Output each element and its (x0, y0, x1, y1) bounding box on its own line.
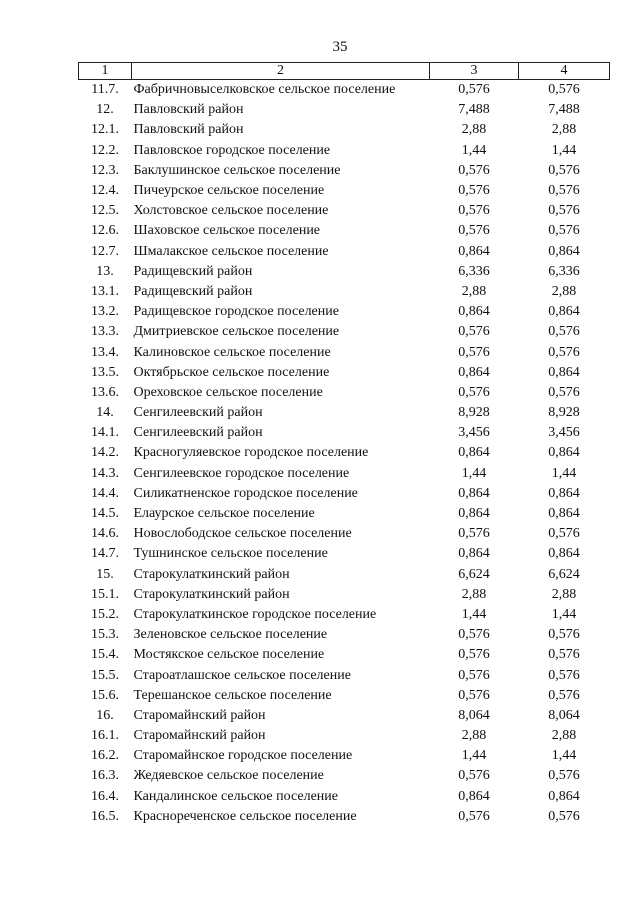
value-column-4-cell: 7,488 (548, 102, 580, 118)
value-column-3-cell: 1,44 (461, 465, 487, 481)
row-number-cell: 13. (96, 263, 114, 279)
value-column-3-cell: 0,864 (458, 364, 490, 380)
value-column-4-cell: 0,864 (548, 788, 580, 804)
municipality-name-cell: Фабричновыселковское сельское поселение (133, 82, 396, 98)
table-row (79, 242, 610, 262)
row-number-cell: 15.2. (91, 606, 119, 622)
column-header-3: 3 (430, 63, 519, 80)
row-number-cell: 12.6. (91, 223, 119, 239)
value-column-3-cell: 0,576 (458, 647, 490, 663)
table-row (79, 282, 610, 302)
row-number-cell: 11.7. (91, 82, 119, 98)
value-column-3-cell: 2,88 (461, 586, 487, 602)
value-column-3-cell: 0,864 (458, 546, 490, 562)
value-column-3-cell: 1,44 (461, 142, 487, 158)
value-column-3-cell: 7,488 (458, 102, 490, 118)
municipality-name-cell: Сенгилеевский район (133, 405, 263, 421)
municipality-name-cell: Пичеурское сельское поселение (133, 183, 325, 199)
value-column-4-cell: 1,44 (551, 748, 577, 764)
row-number-cell: 16.3. (91, 768, 119, 784)
municipality-name-cell: Холстовское сельское поселение (133, 203, 329, 219)
value-column-4-cell: 0,864 (548, 506, 580, 522)
table-row (79, 363, 610, 383)
table-row (79, 201, 610, 221)
value-column-3-cell: 2,88 (461, 283, 487, 299)
table-row (79, 605, 610, 625)
municipality-name-cell: Красногуляевское городское поселение (133, 445, 369, 461)
municipality-name-cell: Тушнинское сельское поселение (133, 546, 328, 562)
municipality-name-cell: Новослободское сельское поселение (133, 526, 352, 542)
value-column-4-cell: 8,928 (548, 405, 580, 421)
municipality-name-cell: Старокулаткинский район (133, 586, 290, 602)
value-column-3-cell: 0,576 (458, 223, 490, 239)
row-number-cell: 14.7. (91, 546, 119, 562)
municipality-name-cell: Краснореченское сельское поселение (133, 808, 357, 824)
row-number-cell: 14. (96, 405, 114, 421)
table-row (79, 141, 610, 161)
row-number-cell: 16.4. (91, 788, 119, 804)
value-column-4-cell: 0,864 (548, 485, 580, 501)
value-column-3-cell: 0,576 (458, 526, 490, 542)
row-number-cell: 15. (96, 566, 114, 582)
value-column-3-cell: 0,576 (458, 768, 490, 784)
table-row (79, 625, 610, 645)
value-column-3-cell: 0,864 (458, 445, 490, 461)
value-column-4-cell: 0,864 (548, 364, 580, 380)
value-column-3-cell: 8,928 (458, 405, 490, 421)
value-column-3-cell: 0,576 (458, 344, 490, 360)
row-number-cell: 15.6. (91, 687, 119, 703)
value-column-4-cell: 0,864 (548, 445, 580, 461)
table-row (79, 726, 610, 746)
value-column-4-cell: 0,576 (548, 183, 580, 199)
table-row (79, 766, 610, 786)
value-column-3-cell: 0,576 (458, 324, 490, 340)
row-number-cell: 14.6. (91, 526, 119, 542)
municipality-name-cell: Шаховское сельское поселение (133, 223, 321, 239)
row-number-cell: 12.1. (91, 122, 119, 138)
table-row (79, 544, 610, 564)
row-number-cell: 12.2. (91, 142, 119, 158)
table-row (79, 464, 610, 484)
value-column-3-cell: 0,864 (458, 485, 490, 501)
table-row (79, 221, 610, 241)
table-row (79, 181, 610, 201)
municipality-name-cell: Старомайнское городское поселение (133, 748, 353, 764)
value-column-3-cell: 2,88 (461, 728, 487, 744)
value-column-3-cell: 0,864 (458, 788, 490, 804)
municipality-name-cell: Октябрьское сельское поселение (133, 364, 330, 380)
table-row (79, 302, 610, 322)
row-number-cell: 16. (96, 707, 114, 723)
row-number-cell: 13.5. (91, 364, 119, 380)
value-column-4-cell: 0,576 (548, 324, 580, 340)
table-row (79, 322, 610, 342)
row-number-cell: 12.3. (91, 162, 119, 178)
value-column-3-cell: 0,864 (458, 506, 490, 522)
value-column-4-cell: 0,576 (548, 647, 580, 663)
value-column-3-cell: 6,624 (458, 566, 490, 582)
table-row (79, 504, 610, 524)
row-number-cell: 15.4. (91, 647, 119, 663)
table-row (79, 383, 610, 403)
allocation-table (78, 62, 610, 827)
value-column-3-cell: 0,576 (458, 203, 490, 219)
value-column-3-cell: 0,576 (458, 627, 490, 643)
row-number-cell: 15.1. (91, 586, 119, 602)
value-column-4-cell: 1,44 (551, 142, 577, 158)
value-column-4-cell: 0,576 (548, 768, 580, 784)
municipality-name-cell: Староатлашское сельское поселение (133, 667, 351, 683)
municipality-name-cell: Дмитриевское сельское поселение (133, 324, 340, 340)
row-number-cell: 14.4. (91, 485, 119, 501)
value-column-3-cell: 0,576 (458, 384, 490, 400)
municipality-name-cell: Павловский район (133, 102, 244, 118)
value-column-4-cell: 0,576 (548, 162, 580, 178)
table-row (79, 342, 610, 362)
table-row (79, 423, 610, 443)
table-row (79, 686, 610, 706)
municipality-name-cell: Елаурское сельское поселение (133, 506, 315, 522)
value-column-3-cell: 6,336 (458, 263, 490, 279)
column-header-2: 2 (132, 63, 430, 80)
value-column-3-cell: 0,576 (458, 82, 490, 98)
row-number-cell: 15.5. (91, 667, 119, 683)
row-number-cell: 12.5. (91, 203, 119, 219)
municipality-name-cell: Ореховское сельское поселение (133, 384, 323, 400)
row-number-cell: 13.4. (91, 344, 119, 360)
table-row (79, 443, 610, 463)
column-header-4: 4 (519, 63, 610, 80)
table-row (79, 484, 610, 504)
table-row (79, 524, 610, 544)
page-number: 35 (332, 39, 348, 55)
table-row (79, 100, 610, 120)
value-column-3-cell: 0,576 (458, 687, 490, 703)
row-number-cell: 13.3. (91, 324, 119, 340)
value-column-4-cell: 0,576 (548, 667, 580, 683)
municipality-name-cell: Павловское городское поселение (133, 142, 331, 158)
value-column-4-cell: 0,864 (548, 304, 580, 320)
municipality-name-cell: Жедяевское сельское поселение (133, 768, 324, 784)
municipality-name-cell: Павловский район (133, 122, 244, 138)
row-number-cell: 13.2. (91, 304, 119, 320)
value-column-3-cell: 8,064 (458, 707, 490, 723)
value-column-4-cell: 0,864 (548, 546, 580, 562)
municipality-name-cell: Сенгилеевское городское поселение (133, 465, 350, 481)
value-column-4-cell: 0,864 (548, 243, 580, 259)
value-column-3-cell: 1,44 (461, 748, 487, 764)
table-row (79, 120, 610, 140)
row-number-cell: 13.6. (91, 384, 119, 400)
value-column-4-cell: 0,576 (548, 223, 580, 239)
value-column-4-cell: 2,88 (551, 728, 577, 744)
table-row (79, 665, 610, 685)
value-column-4-cell: 0,576 (548, 526, 580, 542)
municipality-name-cell: Зеленовское сельское поселение (133, 627, 328, 643)
table-row (79, 80, 610, 101)
municipality-name-cell: Мостякское сельское поселение (133, 647, 325, 663)
municipality-name-cell: Шмалакское сельское поселение (133, 243, 329, 259)
value-column-4-cell: 2,88 (551, 586, 577, 602)
row-number-cell: 12. (96, 102, 114, 118)
table-row (79, 262, 610, 282)
value-column-4-cell: 1,44 (551, 606, 577, 622)
table-header-row (79, 63, 610, 80)
municipality-name-cell: Старомайнский район (133, 728, 266, 744)
row-number-cell: 13.1. (91, 283, 119, 299)
municipality-name-cell: Сенгилеевский район (133, 425, 263, 441)
value-column-4-cell: 2,88 (551, 283, 577, 299)
value-column-4-cell: 0,576 (548, 344, 580, 360)
value-column-4-cell: 3,456 (548, 425, 580, 441)
municipality-name-cell: Радищевский район (133, 283, 253, 299)
municipality-name-cell: Радищевский район (133, 263, 253, 279)
table-row (79, 746, 610, 766)
value-column-3-cell: 0,576 (458, 667, 490, 683)
value-column-3-cell: 0,576 (458, 183, 490, 199)
value-column-4-cell: 8,064 (548, 707, 580, 723)
row-number-cell: 14.1. (91, 425, 119, 441)
municipality-name-cell: Силикатненское городское поселение (133, 485, 358, 501)
municipality-name-cell: Терешанское сельское поселение (133, 687, 332, 703)
row-number-cell: 14.2. (91, 445, 119, 461)
table-row (79, 585, 610, 605)
value-column-4-cell: 0,576 (548, 384, 580, 400)
table-row (79, 645, 610, 665)
value-column-3-cell: 3,456 (458, 425, 490, 441)
row-number-cell: 12.4. (91, 183, 119, 199)
row-number-cell: 16.2. (91, 748, 119, 764)
municipality-name-cell: Баклушинское сельское поселение (133, 162, 341, 178)
table-row (79, 565, 610, 585)
municipality-name-cell: Кандалинское сельское поселение (133, 788, 338, 804)
value-column-4-cell: 0,576 (548, 82, 580, 98)
value-column-3-cell: 2,88 (461, 122, 487, 138)
value-column-3-cell: 1,44 (461, 606, 487, 622)
table-row (79, 161, 610, 181)
value-column-4-cell: 6,336 (548, 263, 580, 279)
municipality-name-cell: Радищевское городское поселение (133, 304, 339, 320)
municipality-name-cell: Калиновское сельское поселение (133, 344, 331, 360)
table-row (79, 403, 610, 423)
value-column-4-cell: 0,576 (548, 808, 580, 824)
table-header (79, 63, 610, 80)
row-number-cell: 14.3. (91, 465, 119, 481)
municipality-name-cell: Старомайнский район (133, 707, 266, 723)
row-number-cell: 16.1. (91, 728, 119, 744)
value-column-4-cell: 0,576 (548, 687, 580, 703)
value-column-3-cell: 0,864 (458, 304, 490, 320)
value-column-4-cell: 1,44 (551, 465, 577, 481)
municipality-name-cell: Старокулаткинское городское поселение (133, 606, 377, 622)
table-row (79, 807, 610, 827)
row-number-cell: 12.7. (91, 243, 119, 259)
row-number-cell: 15.3. (91, 627, 119, 643)
row-number-cell: 16.5. (91, 808, 119, 824)
column-header-1: 1 (79, 63, 132, 80)
value-column-4-cell: 6,624 (548, 566, 580, 582)
row-number-cell: 14.5. (91, 506, 119, 522)
table-body (79, 80, 610, 827)
value-column-3-cell: 0,576 (458, 808, 490, 824)
value-column-3-cell: 0,864 (458, 243, 490, 259)
value-column-4-cell: 0,576 (548, 203, 580, 219)
value-column-4-cell: 0,576 (548, 627, 580, 643)
value-column-4-cell: 2,88 (551, 122, 577, 138)
municipality-name-cell: Старокулаткинский район (133, 566, 290, 582)
table-row (79, 706, 610, 726)
table-row (79, 787, 610, 807)
value-column-3-cell: 0,576 (458, 162, 490, 178)
